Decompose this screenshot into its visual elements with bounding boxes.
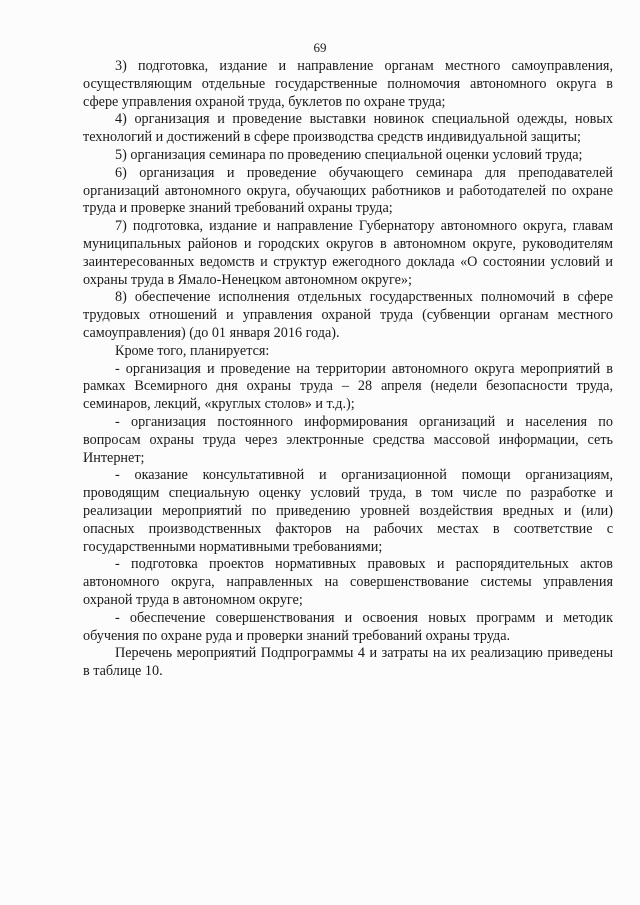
closing-paragraph: Перечень мероприятий Подпрограммы 4 и затраты на их реализацию приведены в таблице 10. xyxy=(83,645,613,680)
planned-intro: Кроме того, планируется: xyxy=(115,342,270,359)
planned-item-consulting: - оказание консультативной и организационной помощи организациям, проводящим специальную оценку условий труда, в том числе по разработке и реализации мероприятий по приведению уровней воздействия вредных и (или) опасных производственных факторов на рабочих местах в соответствие с государственными нормативными требованиями; xyxy=(83,467,613,555)
planned-item-safety-day: - организация и проведение на территории автономного округа мероприятий в рамках Всемирного дня охраны труда – 28 апреля (недели безопасности труда, семинаров, лекций, «круглых столов» и т.д.); xyxy=(83,360,613,413)
list-item-4: 4) организация и проведение выставки новинок специальной одежды, новых технологий и достижений в сфере производства средств индивидуальной защиты; xyxy=(83,111,613,146)
list-item-3: 3) подготовка, издание и направление органам местного самоуправления, осуществляющим отдельные государственные полномочия автономного округа в сфере управления охраной труда, буклетов по охране труда; xyxy=(83,58,613,110)
body-text xyxy=(83,58,613,681)
planned-item-informing: - организация постоянного информирования организаций и населения по вопросам охраны труда через электронные средства массовой информации, сеть Интернет; xyxy=(83,413,613,466)
list-item-5: 5) организация семинара по проведению специальной оценки условий труда; xyxy=(115,146,583,163)
list-item-8: 8) обеспечение исполнения отдельных государственных полномочий в сфере трудовых отношений и управления охраной труда (субвенции органам местного самоуправления) (до 01 января 2016 года). xyxy=(83,289,613,341)
planned-item-draft-acts: - подготовка проектов нормативных правовых и распорядительных актов автономного округа, направленных на совершенствование системы управления охраной труда в автономном округе; xyxy=(83,556,613,608)
list-item-7: 7) подготовка, издание и направление Губернатору автономного округа, главам муниципальных районов и городских округов в автономном округе, руководителям заинтересованных ведомств и структур ежегодного доклада «О состоянии условий и охраны труда в Ямало-Ненецком автономном округе»; xyxy=(83,218,613,288)
page-number: 69 xyxy=(313,40,327,55)
planned-item-training: - обеспечение совершенствования и освоения новых программ и методик обучения по охране руда и проверки знаний требований охраны труда. xyxy=(83,609,613,644)
list-item-6: 6) организация и проведение обучающего семинара для преподавателей организаций автономного округа, обучающих работников и работодателей по охране труда и проверке знаний требований охраны труда; xyxy=(83,164,613,217)
